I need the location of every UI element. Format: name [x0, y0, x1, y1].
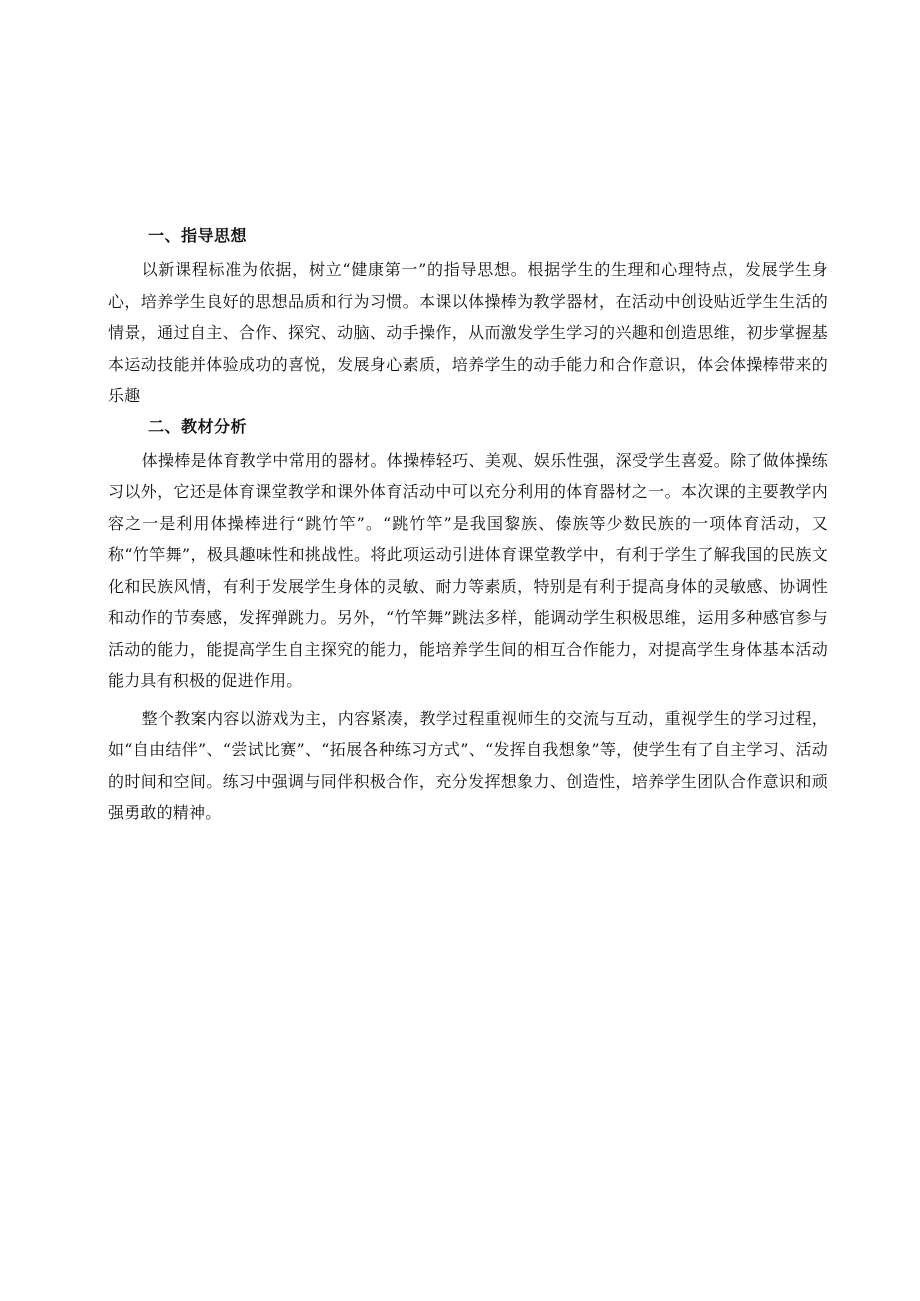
paragraph-guiding-thought: 以新课程标准为依据，树立“健康第一”的指导思想。根据学生的生理和心理特点，发展学生身心，培养学生良好的思想品质和行为习惯。本课以体操棒为教学器材，在活动中创设贴近学生生活的情景，通过自主、合作、探究、动脑、动手操作，从而激发学生学习的兴趣和创造思维，初步掌握基本运动技能并体验成功的喜悦，发展身心素质，培养学生的动手能力和合作意识，体会体操棒带来的乐趣: [108, 260, 828, 405]
document-body: [108, 224, 828, 829]
section-heading-material-analysis: 二、教材分析: [148, 416, 248, 436]
paragraph-material-analysis-1: 体操棒是体育教学中常用的器材。体操棒轻巧、美观、娱乐性强，深受学生喜爱。除了做体操练习以外，它还是体育课堂教学和课外体育活动中可以充分利用的体育器材之一。本次课的主要教学内容之一是利用体操棒进行“跳竹竿”。“跳竹竿”是我国黎族、傣族等少数民族的一项体育活动，又称“竹竿舞”，极具趣味性和挑战性。将此项运动引进体育课堂教学中，有利于学生了解我国的民族文化和民族风情，有利于发展学生身体的灵敏、耐力等素质，特别是有利于提高身体的灵敏感、协调性和动作的节奏感，发挥弹跳力。另外，“竹竿舞”跳法多样，能调动学生积极思维，运用多种感官参与活动的能力，能提高学生自主探究的能力，能培养学生间的相互合作能力，对提高学生身体基本活动能力具有积极的促进作用。: [108, 450, 828, 690]
paragraph-material-analysis-2: 整个教案内容以游戏为主，内容紧凑，教学过程重视师生的交流与互动，重视学生的学习过程，如“自由结伴”、“尝试比赛”、“拓展各种练习方式”、“发挥自我想象”等，使学生有了自主学习、活动的时间和空间。练习中强调与同伴积极合作，充分发挥想象力、创造性，培养学生团队合作意识和顽强勇敢的精神。: [108, 708, 828, 822]
section-heading-guiding-thought: 一、指导思想: [148, 226, 248, 245]
